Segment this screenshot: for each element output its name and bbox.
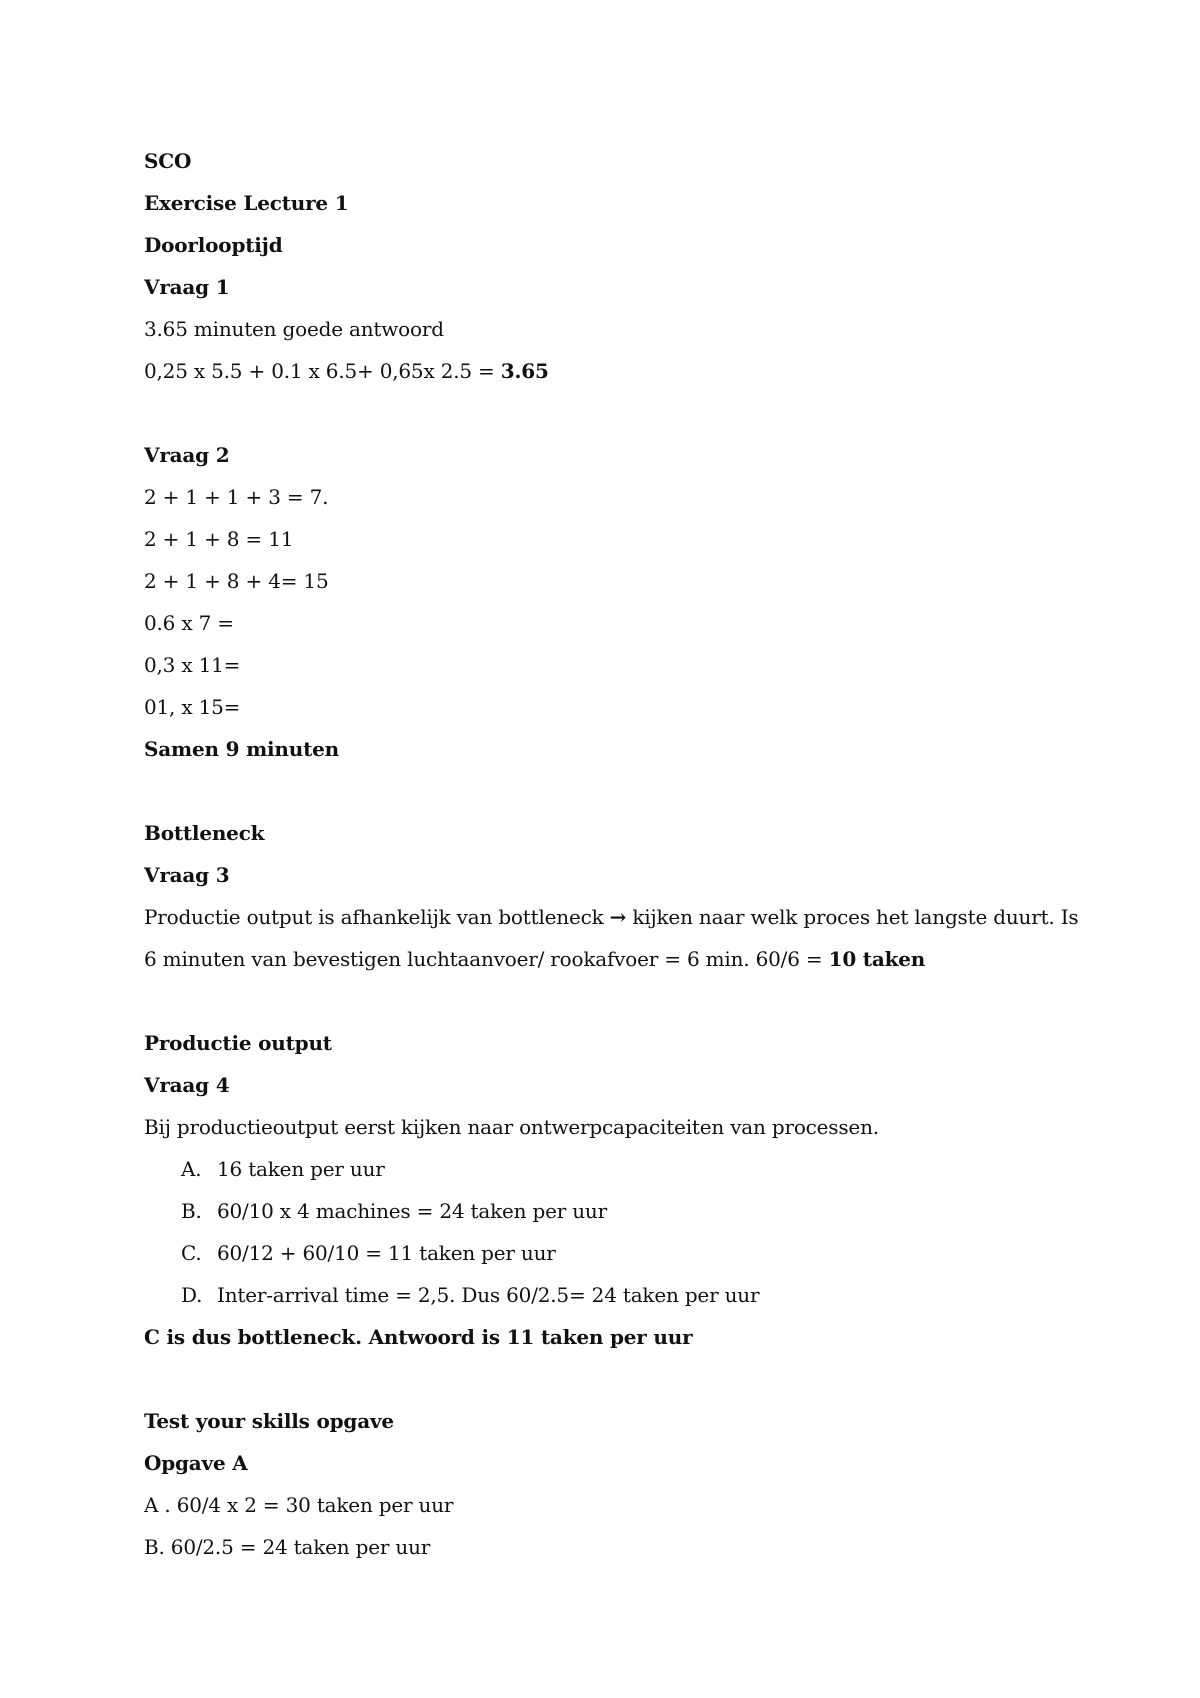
q3-text-part-1: Productie output is afhankelijk van bottleneck: [144, 905, 610, 929]
q2-line-2: 2 + 1 + 8 = 11: [144, 527, 294, 551]
q1-line-2: [144, 350, 1084, 392]
q2-line-3: 2 + 1 + 8 + 4= 15: [144, 569, 329, 593]
q3-text-part-2: kijken naar welk proces het langste duurt. Is: [626, 905, 1079, 929]
q2-line-5: 0,3 x 11=: [144, 653, 241, 677]
list-item-letter: C.: [181, 1241, 202, 1265]
q2-line-6: 01, x 15=: [144, 695, 241, 719]
list-item: [144, 1190, 1084, 1232]
list-item-text: 60/10 x 4 machines = 24 taken per uur: [217, 1199, 607, 1223]
doc-subtitle: Exercise Lecture 1: [144, 191, 349, 215]
section-heading-doorlooptijd: Doorlooptijd: [144, 233, 283, 257]
document-body: [144, 140, 1084, 1568]
list-item: [144, 1148, 1084, 1190]
q1-calculation: 0,25 x 5.5 + 0.1 x 6.5+ 0,65x 2.5 =: [144, 359, 501, 383]
section-heading-bottleneck: Bottleneck: [144, 821, 265, 845]
right-arrow-icon: →: [609, 905, 627, 929]
blank-line: [144, 770, 1084, 812]
list-item-text: 60/12 + 60/10 = 11 taken per uur: [217, 1241, 556, 1265]
q3-answer: 10 taken: [828, 947, 926, 971]
q4-answer: C is dus bottleneck. Antwoord is 11 taken per uur: [144, 1325, 693, 1349]
list-item-letter: B.: [181, 1199, 202, 1223]
q3-line-2: [144, 938, 1084, 980]
opgave-a-line-1: A . 60/4 x 2 = 30 taken per uur: [144, 1493, 454, 1517]
q2-line-4: 0.6 x 7 =: [144, 611, 234, 635]
opgave-heading-a: Opgave A: [144, 1451, 248, 1475]
q3-line-1: [144, 896, 1084, 938]
list-item: [144, 1232, 1084, 1274]
list-item-letter: D.: [181, 1283, 203, 1307]
list-item-text: 16 taken per uur: [217, 1157, 385, 1181]
question-heading-4: Vraag 4: [144, 1073, 230, 1097]
section-heading-productie-output: Productie output: [144, 1031, 332, 1055]
blank-line: [144, 392, 1084, 434]
list-item-text: Inter-arrival time = 2,5. Dus 60/2.5= 24 taken per uur: [217, 1283, 760, 1307]
list-item: [144, 1274, 1084, 1316]
question-heading-3: Vraag 3: [144, 863, 230, 887]
opgave-a-line-2: B. 60/2.5 = 24 taken per uur: [144, 1535, 431, 1559]
q1-answer: 3.65: [500, 359, 549, 383]
q2-line-1: 2 + 1 + 1 + 3 = 7.: [144, 485, 329, 509]
q3-calculation: 6 minuten van bevestigen luchtaanvoer/ rookafvoer = 6 min. 60/6 =: [144, 947, 829, 971]
q2-answer: Samen 9 minuten: [144, 737, 340, 761]
q1-line-1: 3.65 minuten goede antwoord: [144, 317, 444, 341]
list-item-letter: A.: [181, 1157, 202, 1181]
question-heading-2: Vraag 2: [144, 443, 230, 467]
blank-line: [144, 980, 1084, 1022]
question-heading-1: Vraag 1: [144, 275, 230, 299]
section-heading-test-your-skills: Test your skills opgave: [144, 1409, 394, 1433]
doc-title: SCO: [144, 149, 192, 173]
blank-line: [144, 1358, 1084, 1400]
q4-intro: Bij productieoutput eerst kijken naar ontwerpcapaciteiten van processen.: [144, 1115, 879, 1139]
